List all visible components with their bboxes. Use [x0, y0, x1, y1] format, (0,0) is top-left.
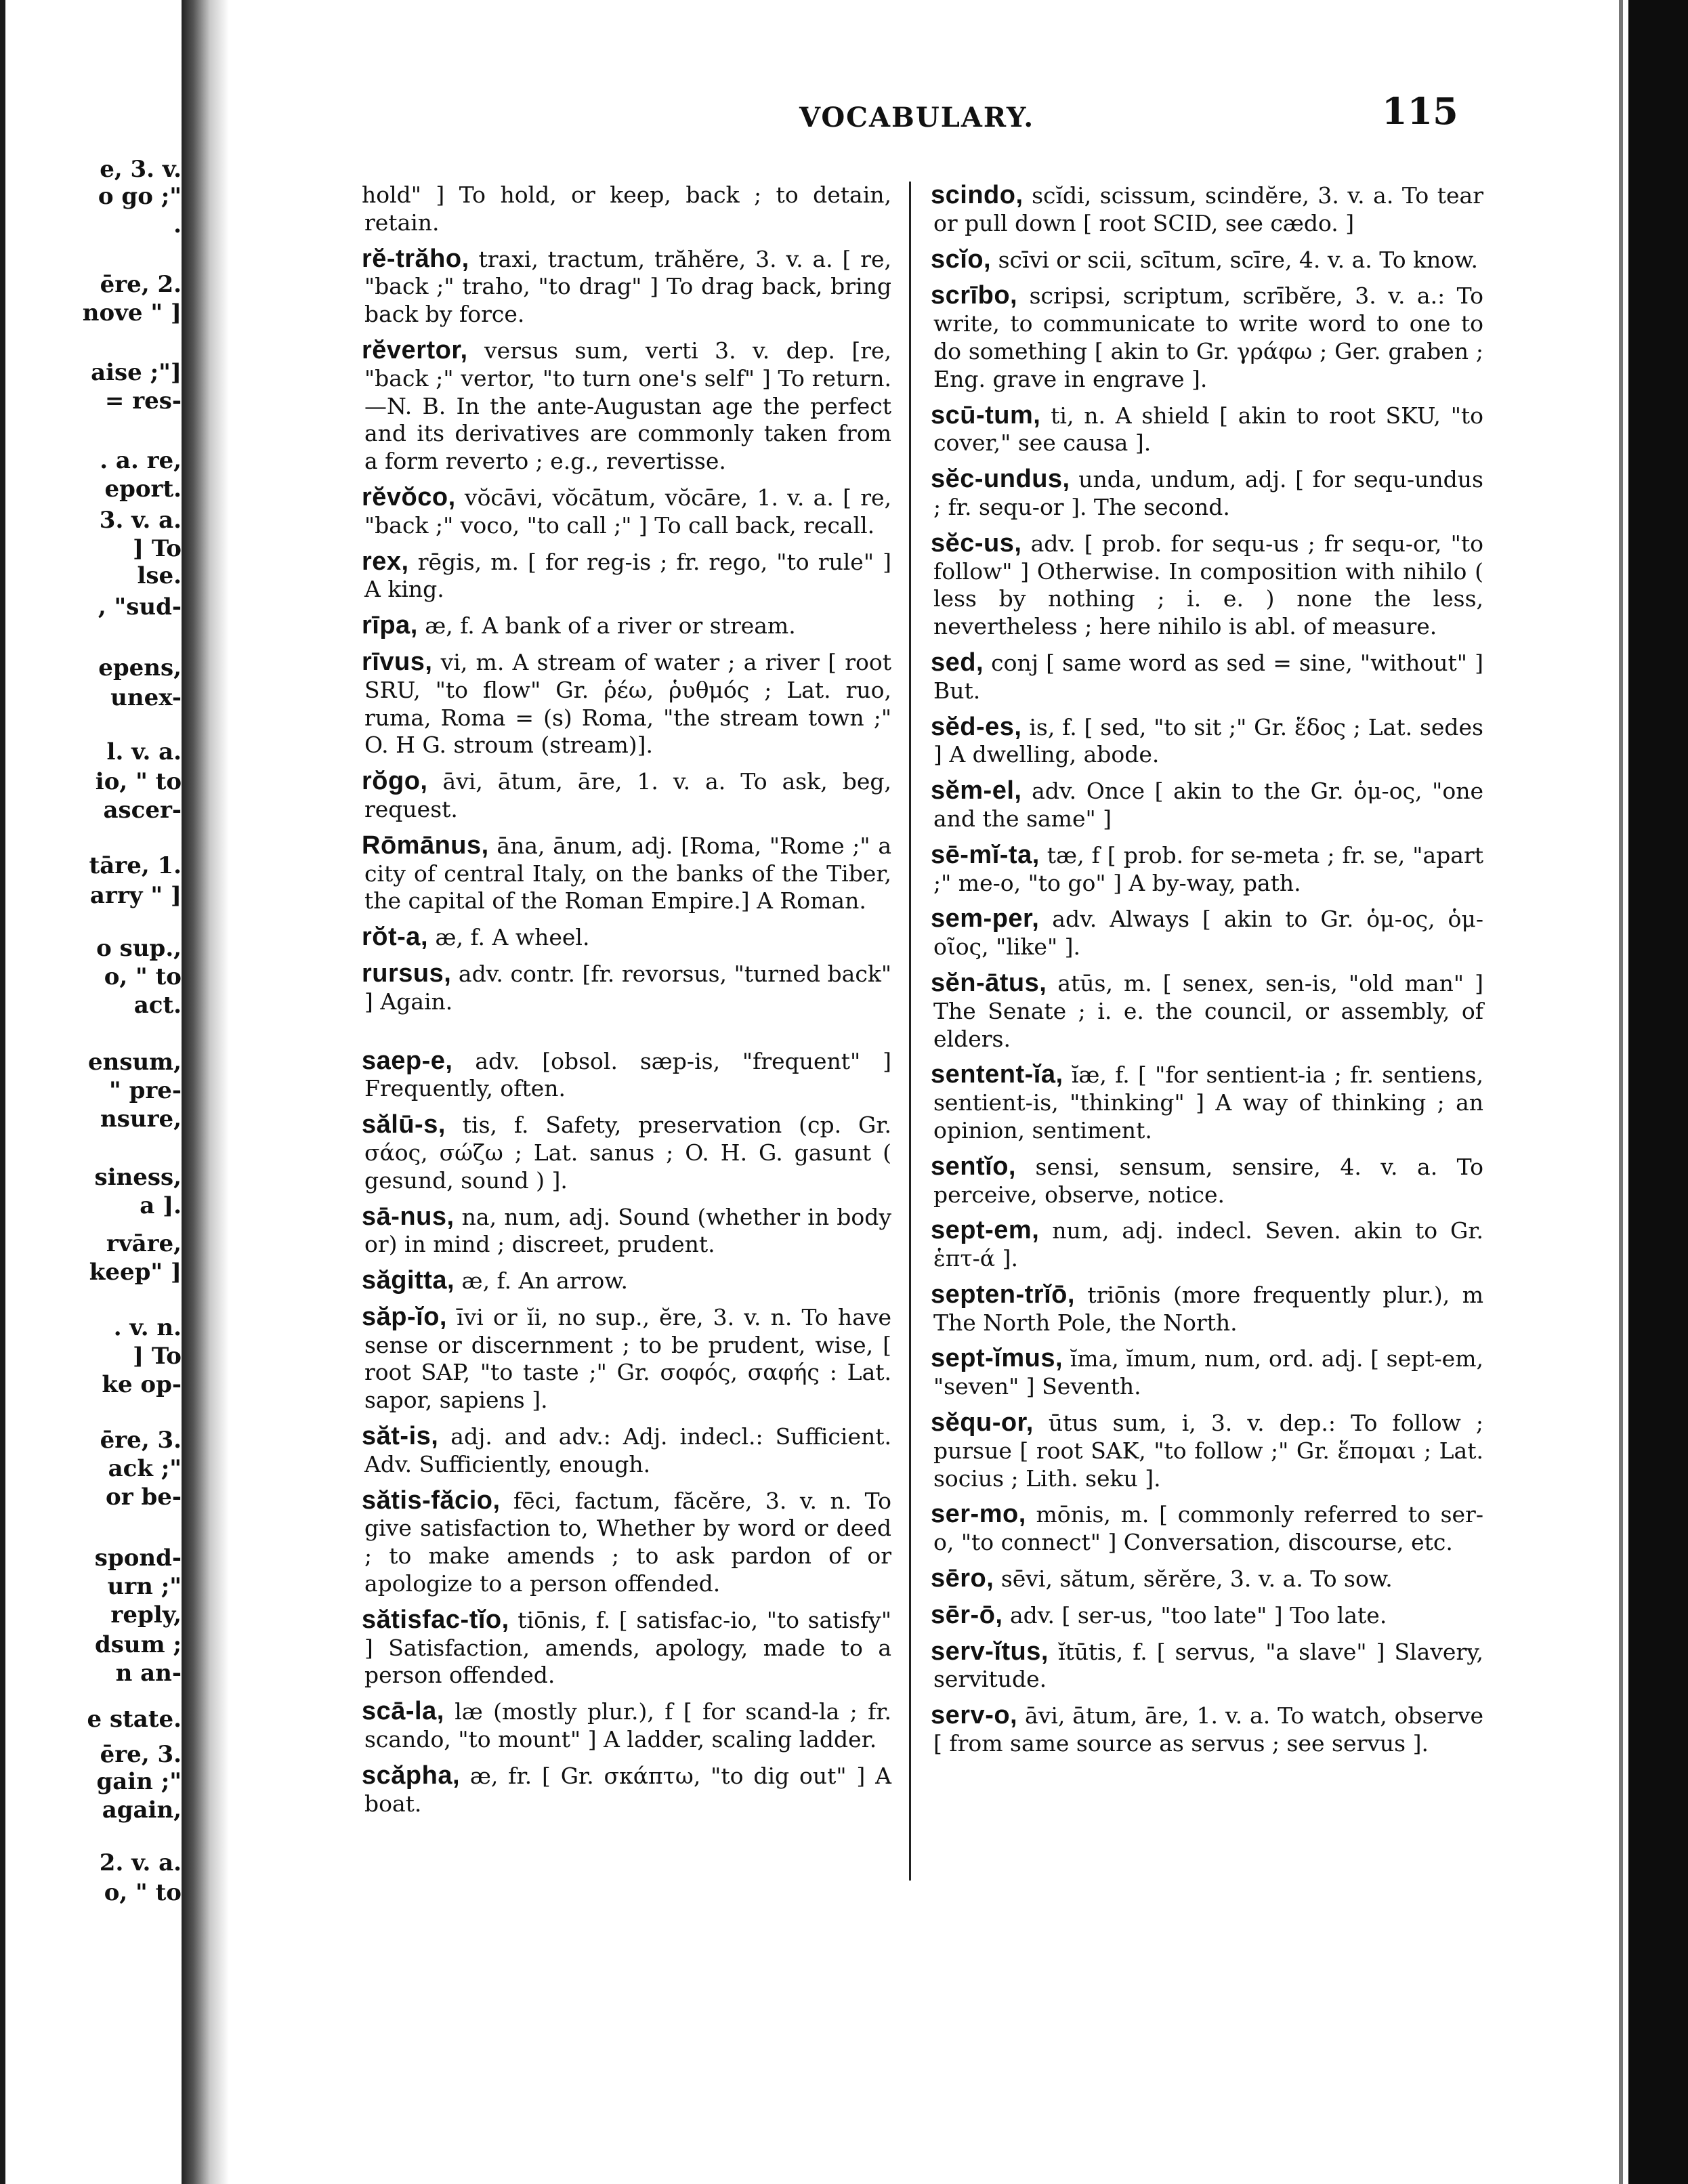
entry-headword: scā-la, [362, 1697, 444, 1726]
dictionary-entry [364, 245, 891, 329]
previous-page-line: a ]. [140, 1192, 182, 1219]
previous-page-line: aise ;"] [91, 359, 182, 386]
entry-definition: læ (mostly plur.), f [ for scand-la ; fr. scando, "to mount" ] A ladder, scaling ladder. [364, 1698, 891, 1753]
entry-definition: adv. [ ser-us, "too late" ] Too late. [1009, 1601, 1387, 1629]
entry-headword: rīpa, [362, 611, 418, 640]
left-column [364, 182, 891, 1826]
dictionary-entry [364, 612, 891, 640]
entry-definition: æ, f. A wheel. [435, 924, 590, 951]
dictionary-entry [364, 484, 891, 540]
dictionary-entry [364, 1762, 891, 1818]
entry-headword: scăpha, [362, 1761, 461, 1790]
entry-definition: adv. [ prob. for sequ-us ; fr sequ-or, "to follow" ] Otherwise. In composition with nihilo ( less by nothing ; i. e. ) none the less, nevertheless ; here nihilo is abl. of measure. [933, 530, 1483, 640]
previous-page-line: n an- [115, 1660, 182, 1687]
entry-headword: sē-mĭ-ta, [931, 840, 1040, 869]
entry-definition: īvi or ĭi, no sup., ĕre, 3. v. n. To have sense or discernment ; to be prudent, wise, [ root SAP, "to taste ;" Gr. σοφός, σαφής : Lat. sapor, sapiens ]. [364, 1303, 891, 1414]
previous-page-line: ensum, [87, 1049, 182, 1076]
entry-definition: adv. contr. [fr. revorsus, "turned back" ] Again. [364, 960, 892, 1015]
previous-page-line: nove " ] [82, 299, 182, 327]
entry-definition: adv. Once [ akin to the Gr. ὁμ-ος, "one and the same" ] [933, 778, 1483, 832]
dictionary-entry [933, 402, 1483, 458]
previous-page-line: ēre, 3. [100, 1741, 182, 1768]
entry-definition: is, f. [ sed, "to sit ;" Gr. ἕδος ; Lat. sedes ] A dwelling, abode. [933, 713, 1483, 768]
scan-edge-right [1628, 0, 1688, 2184]
entry-definition: āna, ānum, adj. [Roma, "Rome ;" a city of central Italy, on the banks of the Tiber, the capital of the Roman Empire.] A Roman. [364, 832, 891, 915]
previous-page-line: e state. [87, 1706, 182, 1733]
previous-page-line: act. [133, 992, 182, 1019]
entry-headword: sentĭo, [931, 1152, 1016, 1181]
previous-page-line: rvāre, [106, 1230, 182, 1257]
dictionary-entry [933, 1409, 1483, 1492]
entry-definition: triōnis (more frequently plur.), m The North Pole, the North. [933, 1281, 1483, 1336]
entry-headword: săgitta, [362, 1266, 455, 1295]
dictionary-entry [364, 923, 891, 952]
entry-headword: rĕ-trăho, [362, 244, 469, 273]
entry-definition: mōnis, m. [ commonly referred to ser-o, "to connect" ] Conversation, discourse, etc. [933, 1501, 1483, 1556]
previous-page-line: 2. v. a. [99, 1849, 182, 1876]
dictionary-entry [933, 1702, 1483, 1758]
entry-definition: tiōnis, f. [ satisfac-io, "to satisfy" ] Satisfaction, amends, apology, made to a person offended. [364, 1606, 891, 1689]
dictionary-entry [933, 246, 1483, 274]
entry-headword: sătisfac-tĭo, [362, 1605, 509, 1634]
previous-page-line: tāre, 1. [89, 852, 182, 879]
entry-headword: ser-mo, [931, 1500, 1026, 1529]
previous-page-line: reply, [110, 1601, 182, 1629]
entry-definition: ĭma, ĭmum, num, ord. adj. [ sept-em, "seven" ] Seventh. [933, 1345, 1483, 1400]
entry-definition: āvi, ātum, āre, 1. v. a. To ask, beg, request. [364, 768, 892, 822]
page-number: 115 [1382, 89, 1458, 133]
entry-headword: sĕc-undus, [931, 465, 1070, 494]
previous-page-line: = res- [104, 387, 182, 415]
entry-headword: scū-tum, [931, 400, 1041, 429]
entry-definition: scīvi or scii, scītum, scīre, 4. v. a. To know. [998, 246, 1478, 273]
dictionary-entry [933, 649, 1483, 705]
entry-headword: saep-e, [362, 1046, 453, 1075]
entry-definition: versus sum, verti 3. v. dep. [re, "back ;" vertor, "to turn one's self" ] To return.—N. B. In the ante-Augustan age the perfect and its derivatives are commonly taken from a form reverto ; e.g., revertisse. [364, 337, 891, 475]
previous-page-line: arry " ] [89, 882, 182, 909]
entry-definition: æ, fr. [ Gr. σκάπτω, "to dig out" ] A boat. [364, 1762, 891, 1817]
previous-page-line: or be- [106, 1484, 182, 1511]
dictionary-entry [933, 969, 1483, 1053]
entry-definition: traxi, tractum, trăhĕre, 3. v. a. [ re, "back ;" traho, "to drag" ] To drag back, bring back by force. [364, 245, 891, 328]
previous-page-line: , "sud- [98, 593, 182, 621]
previous-page-line: epens, [98, 654, 182, 681]
running-head: VOCABULARY. [799, 102, 1035, 133]
previous-page-line: dsum ; [95, 1631, 182, 1658]
previous-page-line: ] To [132, 1343, 182, 1370]
entry-headword: rŏt-a, [362, 923, 428, 952]
entry-headword: sĕd-es, [931, 712, 1022, 741]
dictionary-entry [364, 1203, 891, 1259]
dictionary-entry [364, 1487, 891, 1598]
entry-headword: rŏgo, [362, 767, 428, 796]
previous-page-line: o, " to [104, 963, 182, 990]
previous-page-line: unex- [110, 684, 182, 711]
entry-headword: rĕvŏco, [362, 482, 456, 511]
dictionary-entry [364, 648, 891, 759]
entry-headword: sĕqu-or, [931, 1408, 1034, 1437]
previous-page-line: 3. v. a. [99, 507, 182, 534]
entry-headword: sătis-făcio, [362, 1486, 501, 1515]
entry-headword: serv-o, [931, 1701, 1018, 1730]
book-gutter [182, 0, 229, 2184]
dictionary-entry [933, 1638, 1483, 1694]
previous-page-line: spond- [94, 1545, 182, 1572]
previous-page-line: ke op- [102, 1371, 182, 1398]
dictionary-entry [364, 337, 891, 476]
column-divider [909, 182, 911, 1881]
entry-headword: sĕm-el, [931, 776, 1022, 805]
entry-headword: scrībo, [931, 281, 1018, 310]
dictionary-entry [364, 548, 891, 604]
previous-page-line: ack ;" [108, 1455, 182, 1482]
previous-page-line: siness, [94, 1164, 182, 1191]
page-edge-line [1619, 0, 1623, 2184]
entry-definition: num, adj. indecl. Seven. akin to Gr. ἑπτ-ά ]. [933, 1217, 1483, 1272]
entry-definition: unda, undum, adj. [ for sequ-undus ; fr. sequ-or ]. The second. [933, 466, 1483, 520]
dictionary-entry [933, 1281, 1483, 1337]
entry-definition: æ, f. An arrow. [461, 1267, 629, 1295]
entry-headword: rĕvertor, [362, 335, 468, 364]
dictionary-entry [933, 1217, 1483, 1273]
dictionary-entry [933, 905, 1483, 961]
dictionary-entry [933, 465, 1483, 522]
entry-definition: āvi, ātum, āre, 1. v. a. To watch, observe [ from same source as servus ; see servus ]. [933, 1702, 1483, 1757]
previous-page-line: urn ;" [107, 1573, 182, 1600]
entry-headword: rex, [362, 547, 409, 576]
dictionary-entry [364, 960, 891, 1016]
previous-page-line: . v. n. [113, 1314, 182, 1341]
previous-page-line: ] To [132, 535, 182, 562]
entry-definition: vŏcāvi, vŏcātum, vŏcāre, 1. v. a. [ re, "back ;" voco, "to call ;" ] To call back, recall. [364, 484, 891, 539]
entry-headword: scindo, [931, 181, 1024, 209]
entry-headword: sĕc-us, [931, 528, 1022, 558]
dictionary-entry [933, 282, 1483, 393]
dictionary-entry [364, 1267, 891, 1295]
previous-page-line: ēre, 2. [100, 271, 182, 298]
dictionary-entry [364, 1111, 891, 1194]
dictionary-entry [933, 530, 1483, 641]
entry-headword: scĭo, [931, 245, 992, 274]
entry-definition: sēvi, sătum, sĕrĕre, 3. v. a. To sow. [1000, 1566, 1393, 1593]
dictionary-entry [933, 182, 1483, 238]
previous-page-line: . [173, 211, 182, 238]
right-column [933, 182, 1483, 1766]
entry-definition: atūs, m. [ senex, sen-is, "old man" ] The Senate ; i. e. the council, or assembly, of elders. [933, 969, 1483, 1052]
entry-definition: scripsi, scriptum, scrībĕre, 3. v. a.: To write, to communicate to write word to one to do something [ akin to Gr. γράφω ; Ger. graben ; Eng. grave in engrave ]. [933, 282, 1483, 392]
entry-headword: sēro, [931, 1564, 994, 1593]
entry-headword: sed, [931, 648, 984, 677]
entry-headword: septen-trĭō, [931, 1280, 1075, 1309]
previous-page-line: io, " to [95, 768, 182, 795]
previous-page-line: e, 3. v. [100, 156, 182, 183]
previous-page-line: ēre, 3. [100, 1427, 182, 1454]
entry-definition: æ, f. A bank of a river or stream. [425, 612, 796, 639]
entry-definition: na, num, adj. Sound (whether in body or) in mind ; discreet, prudent. [364, 1203, 891, 1258]
previous-page-line: gain ;" [96, 1768, 182, 1795]
previous-page-line: eport. [104, 476, 182, 503]
entry-headword: sept-em, [931, 1216, 1040, 1245]
dictionary-entry [364, 768, 891, 824]
entry-definition: adv. Always [ akin to Gr. ὁμ-ος, ὁμ-οῖος, "like" ]. [933, 906, 1483, 961]
previous-page-line: again, [102, 1797, 182, 1824]
entry-headword: sĕn-ātus, [931, 968, 1047, 997]
dictionary-entry [933, 1500, 1483, 1557]
entry-headword: sept-ĭmus, [931, 1344, 1063, 1373]
previous-page-line: keep" ] [89, 1259, 182, 1286]
entry-headword: serv-ĭtus, [931, 1637, 1049, 1666]
previous-page-line: l. v. a. [106, 738, 182, 765]
entry-definition: ūtus sum, i, 3. v. dep.: To follow ; pursue [ root SAK, "to follow ;" Gr. ἕπομαι ; Lat. socius ; Lith. seku ]. [933, 1410, 1483, 1492]
previous-page-line: o, " to [104, 1879, 182, 1906]
dictionary-entry [364, 182, 891, 237]
dictionary-entry [364, 832, 891, 915]
dictionary-entry [933, 1153, 1483, 1209]
dictionary-entry [364, 1047, 891, 1104]
dictionary-entry [364, 1698, 891, 1754]
entry-definition: fēci, factum, făcĕre, 3. v. n. To give satisfaction to, Whether by word or deed ; to make amends ; to ask pardon of or apologize to a person offended. [364, 1487, 891, 1597]
previous-page-line: o sup., [96, 935, 182, 962]
entry-definition: adv. [obsol. sæp-is, "frequent" ] Frequently, often. [364, 1047, 891, 1102]
entry-headword: sem-per, [931, 904, 1040, 933]
entry-headword: sentent-ĭa, [931, 1060, 1063, 1089]
dictionary-entry [933, 713, 1483, 770]
entry-definition: sensi, sensum, sensire, 4. v. a. To perceive, observe, notice. [933, 1153, 1483, 1208]
entry-definition: conj [ same word as sed = sine, "without" ] But. [933, 649, 1483, 704]
entry-headword: sēr-ō, [931, 1600, 1003, 1629]
previous-page-line: lse. [137, 562, 182, 589]
entry-headword: săp-ĭo, [362, 1302, 447, 1331]
entry-definition: hold" ] To hold, or keep, back ; to detain, retain. [362, 182, 891, 236]
previous-page-line: . a. re, [100, 447, 182, 474]
entry-headword: sălū-s, [362, 1110, 446, 1139]
entry-definition: adj. and adv.: Adj. indecl.: Sufficient. Adv. Sufficiently, enough. [364, 1423, 891, 1477]
entry-definition: ti, n. A shield [ akin to root SKU, "to cover," see causa ]. [933, 402, 1483, 457]
previous-page-fragment [0, 156, 182, 1917]
previous-page-line: o go ;" [98, 183, 182, 210]
entry-definition: scĭdi, scissum, scindĕre, 3. v. a. To tear or pull down [ root SCID, see cædo. ] [933, 182, 1483, 236]
dictionary-entry [933, 1601, 1483, 1630]
entry-headword: Rōmānus, [362, 831, 489, 860]
dictionary-entry [364, 1303, 891, 1414]
dictionary-entry [933, 841, 1483, 898]
previous-page-line: " pre- [109, 1077, 182, 1104]
entry-definition: ĭæ, f. [ "for sentient-ia ; fr. sentiens, sentient-is, "thinking" ] A way of thinking ; an opinion, sentiment. [933, 1062, 1483, 1143]
entry-definition: ĭtūtis, f. [ servus, "a slave" ] Slavery, servitude. [933, 1638, 1483, 1693]
entry-headword: rursus, [362, 959, 452, 988]
dictionary-entry [364, 1606, 891, 1689]
dictionary-entry [933, 777, 1483, 833]
entry-headword: rīvus, [362, 647, 433, 676]
entry-headword: sā-nus, [362, 1202, 455, 1231]
entry-headword: săt-is, [362, 1422, 439, 1451]
entry-definition: vi, m. A stream of water ; a river [ root SRU, "to flow" Gr. ῥέω, ῥυθμός ; Lat. ruo, ruma, Roma = (s) Roma, "the stream town ;" O. H G. stroum (stream)]. [364, 648, 891, 759]
dictionary-entry [933, 1345, 1483, 1401]
dictionary-entry [933, 1061, 1483, 1144]
previous-page-line: nsure, [100, 1106, 182, 1133]
entry-definition: tis, f. Safety, preservation (cp. Gr. σάος, σώζω ; Lat. sanus ; O. H. G. gasunt ( gesund, sound ) ]. [364, 1112, 891, 1194]
previous-page-line: ascer- [103, 797, 182, 824]
entry-definition: rēgis, m. [ for reg-is ; fr. rego, "to rule" ] A king. [364, 548, 891, 603]
entry-definition: tæ, f [ prob. for se-meta ; fr. se, "apart ;" me-o, "to go" ] A by-way, path. [933, 841, 1483, 896]
dictionary-entry [364, 1423, 891, 1479]
dictionary-entry [933, 1565, 1483, 1593]
